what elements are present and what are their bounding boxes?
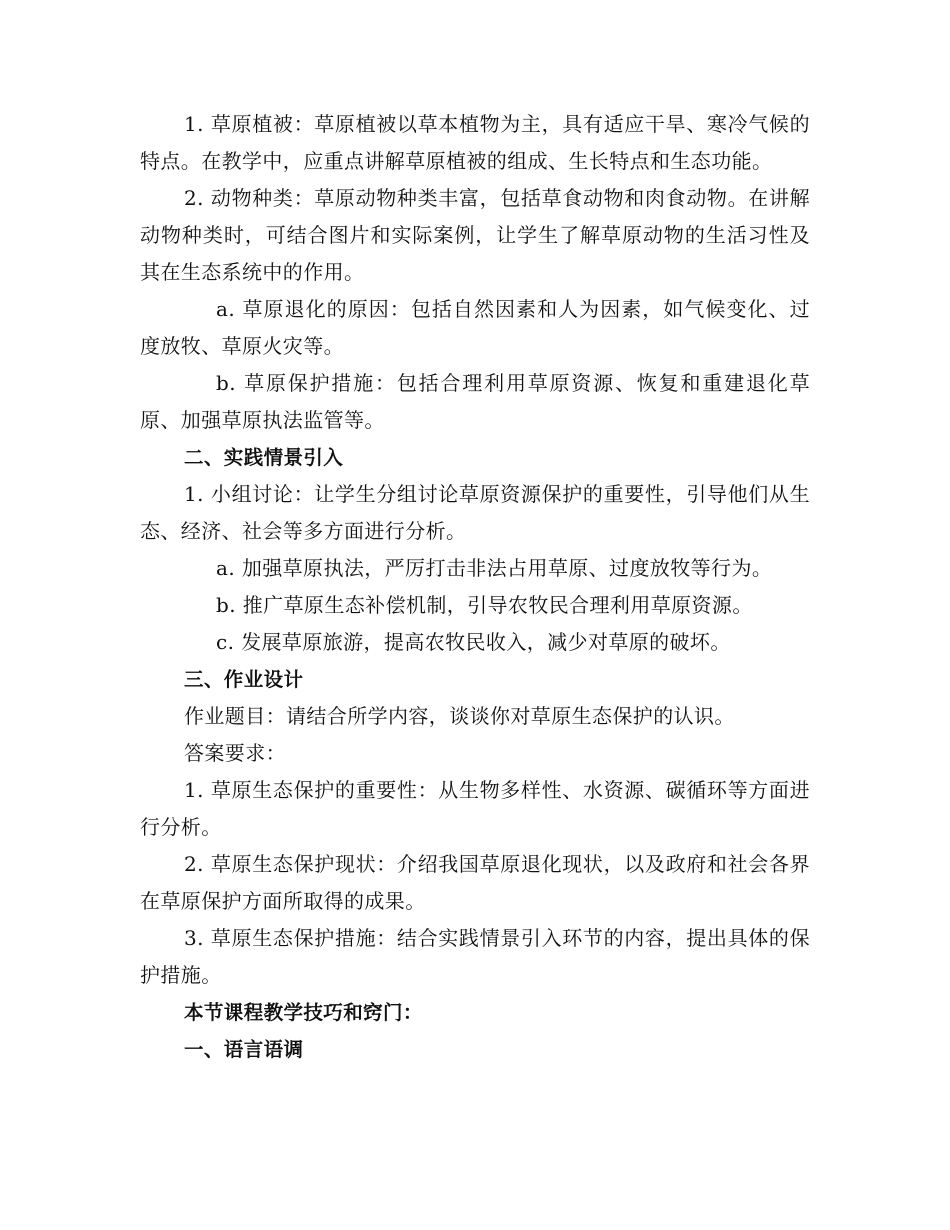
paragraph-homework-topic: 作业题目：请结合所学内容，谈谈你对草原生态保护的认识。: [184, 704, 735, 728]
list-item-protection-measures: b. 草原保护措施：包括合理利用草原资源、恢复和重建退化草原、加强草原执法监管等。: [140, 371, 810, 432]
section-heading-language-tone: 一、语言语调: [184, 1038, 304, 1061]
paragraph-group-discussion: 1. 小组讨论：让学生分组讨论草原资源保护的重要性，引导他们从生态、经济、社会等多方面进行分析。: [140, 482, 810, 543]
paragraph-animal-species: 2. 动物种类：草原动物种类丰富，包括草食动物和肉食动物。在讲解动物种类时，可结合图片和实际案例，让学生了解草原动物的生活习性及其在生态系统中的作用。: [140, 186, 810, 284]
paragraph-current-status: 2. 草原生态保护现状：介绍我国草原退化现状，以及政府和社会各界在草原保护方面所取得的成果。: [140, 852, 810, 913]
list-item-degradation-causes: a. 草原退化的原因：包括自然因素和人为因素，如气候变化、过度放牧、草原火灾等。: [140, 297, 810, 358]
list-item-grassland-tourism: c. 发展草原旅游，提高农牧民收入，减少对草原的破坏。: [216, 630, 731, 654]
document-body: [140, 106, 810, 1068]
paragraph-importance: 1. 草原生态保护的重要性：从生物多样性、水资源、碳循环等方面进行分析。: [140, 778, 810, 839]
section-heading-teaching-tips: 本节课程教学技巧和窍门：: [184, 1001, 423, 1024]
list-item-eco-compensation: b. 推广草原生态补偿机制，引导农牧民合理利用草原资源。: [216, 593, 753, 617]
section-heading-practice-scenario: 二、实践情景引入: [184, 446, 344, 469]
section-heading-homework-design: 三、作业设计: [184, 668, 304, 691]
paragraph-grassland-vegetation: 1. 草原植被：草原植被以草本植物为主，具有适应干旱、寒冷气候的特点。在教学中，应重点讲解草原植被的组成、生长特点和生态功能。: [140, 112, 810, 173]
paragraph-answer-requirements: 答案要求：: [184, 741, 286, 765]
list-item-law-enforcement: a. 加强草原执法，严厉打击非法占用草原、过度放牧等行为。: [216, 556, 773, 580]
paragraph-measures: 3. 草原生态保护措施：结合实践情景引入环节的内容，提出具体的保护措施。: [140, 926, 810, 987]
